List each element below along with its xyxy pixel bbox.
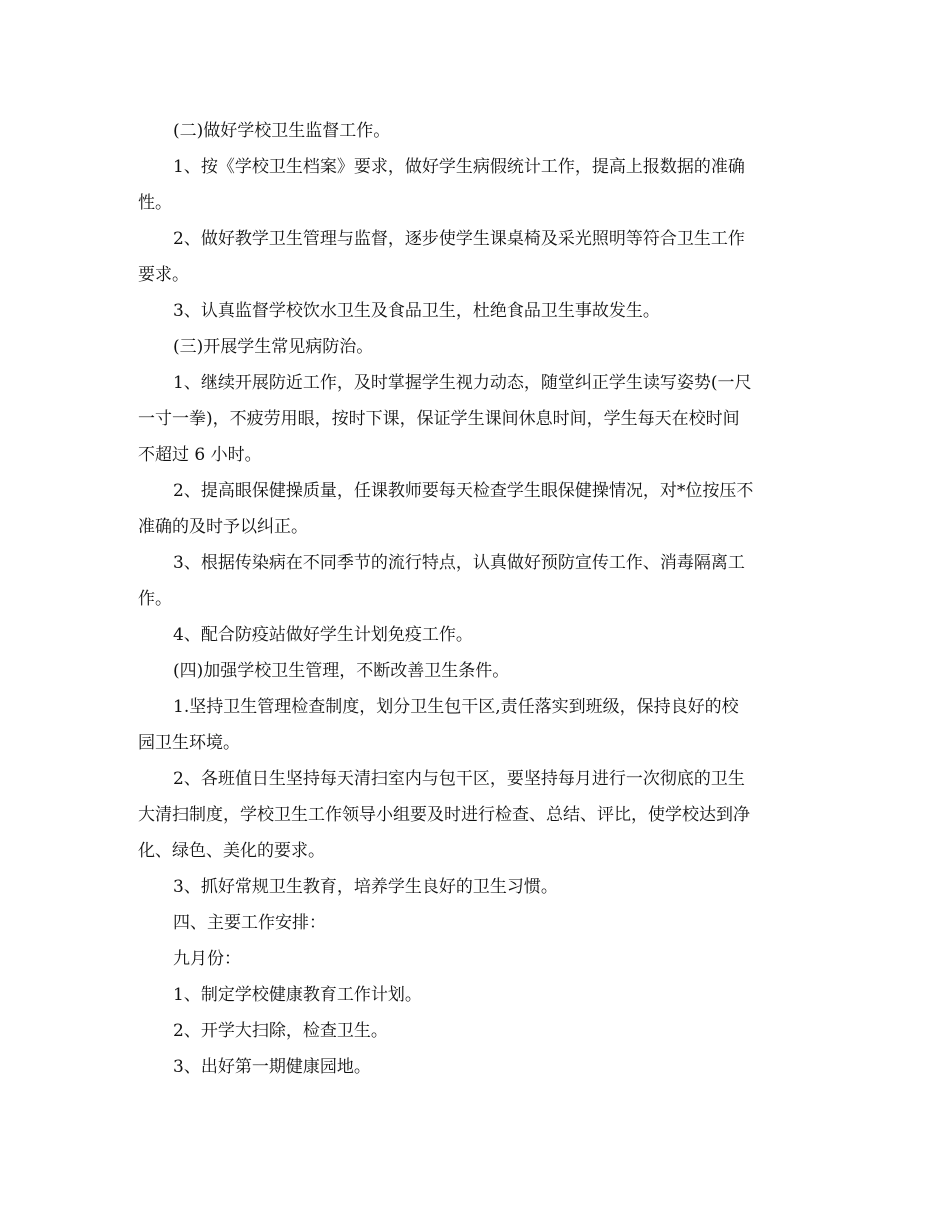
text-line: 化、绿色、美化的要求。 xyxy=(138,841,325,861)
text-line: 九月份： xyxy=(173,949,241,969)
text-line: 2、做好教学卫生管理与监督，逐步使学生课桌椅及采光照明等符合卫生工作 xyxy=(173,229,745,249)
text-line: 园卫生环境。 xyxy=(138,733,240,753)
text-line: 1.坚持卫生管理检查制度，划分卫生包干区,责任落实到班级，保持良好的校 xyxy=(173,697,739,717)
text-line: 1、继续开展防近工作，及时掌握学生视力动态，随堂纠正学生读写姿势(一尺 xyxy=(173,373,752,393)
text-line: 作。 xyxy=(138,589,172,609)
text-line: 四、主要工作安排： xyxy=(173,913,326,933)
text-line: 性。 xyxy=(138,193,172,213)
text-line: 3、抓好常规卫生教育，培养学生良好的卫生习惯。 xyxy=(173,877,558,897)
text-line: 1、按《学校卫生档案》要求，做好学生病假统计工作，提高上报数据的准确 xyxy=(173,157,745,177)
text-line: 3、根据传染病在不同季节的流行特点，认真做好预防宣传工作、消毒隔离工 xyxy=(173,553,745,573)
text-line: (三)开展学生常见病防治。 xyxy=(173,337,374,357)
document-body xyxy=(138,113,810,1085)
text-line: (四)加强学校卫生管理，不断改善卫生条件。 xyxy=(173,661,510,681)
text-line: 3、出好第一期健康园地。 xyxy=(173,1057,371,1077)
text-line: 1、制定学校健康教育工作计划。 xyxy=(173,985,422,1005)
text-line: 4、配合防疫站做好学生计划免疫工作。 xyxy=(173,625,473,645)
text-line: (二)做好学校卫生监督工作。 xyxy=(173,121,391,141)
text-line: 一寸一拳)，不疲劳用眼，按时下课，保证学生课间休息时间，学生每天在校时间 xyxy=(138,409,740,429)
text-line: 2、各班值日生坚持每天清扫室内与包干区，要坚持每月进行一次彻底的卫生 xyxy=(173,769,745,789)
text-line: 要求。 xyxy=(138,265,189,285)
text-line: 2、开学大扫除，检查卫生。 xyxy=(173,1021,388,1041)
text-line: 大清扫制度，学校卫生工作领导小组要及时进行检查、总结、评比，使学校达到净 xyxy=(138,805,750,825)
text-line: 2、提高眼保健操质量，任课教师要每天检查学生眼保健操情况，对*位按压不 xyxy=(173,481,754,501)
text-line: 3、认真监督学校饮水卫生及食品卫生，杜绝食品卫生事故发生。 xyxy=(173,301,660,321)
text-line: 不超过 6 小时。 xyxy=(138,445,262,465)
text-line: 准确的及时予以纠正。 xyxy=(138,517,308,537)
